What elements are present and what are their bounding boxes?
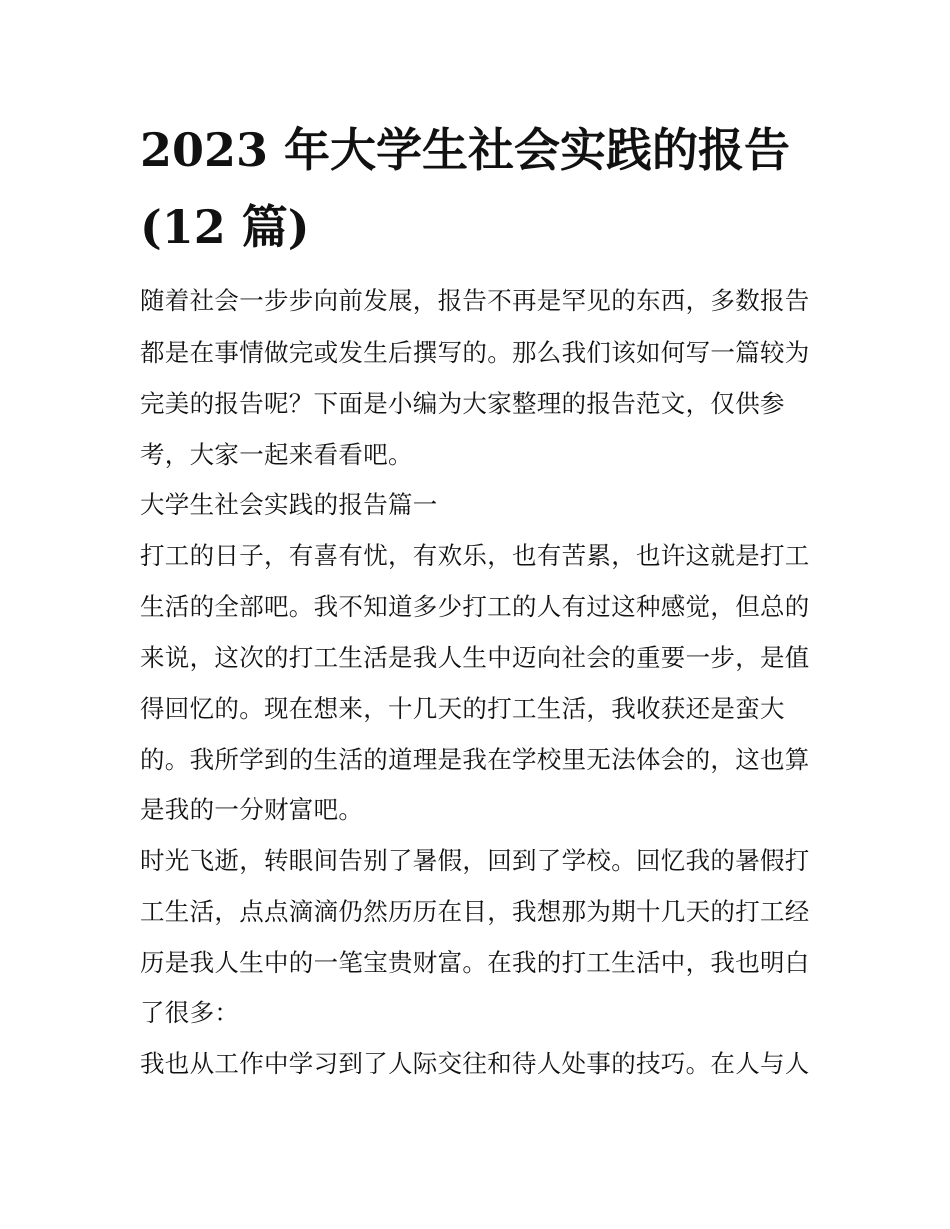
paragraph-2-line-3: 历是我人生中的一笔宝贵财富。在我的打工生活中，我也明白 [140,948,810,977]
paragraph-2-line-4: 了很多： [140,998,240,1027]
paragraph-2-line-2: 工生活，点点滴滴仍然历历在目，我想那为期十几天的打工经 [140,897,810,926]
paragraph-1-line-6: 是我的一分财富吧。 [140,795,364,824]
paragraph-3-line-1: 我也从工作中学习到了人际交往和待人处事的技巧。在人与人 [140,1049,810,1078]
document-title [140,112,820,266]
intro-line-4: 考，大家一起来看看吧。 [140,440,413,469]
paragraph-1-line-1: 打工的日子，有喜有忧，有欢乐，也有苦累，也许这就是打工 [140,541,810,570]
intro-line-1: 随着社会一步步向前发展，报告不再是罕见的东西，多数报告 [140,286,810,315]
title-line-1: 2023 年大学生社会实践的报告 [140,123,791,177]
intro-line-3: 完美的报告呢？下面是小编为大家整理的报告范文，仅供参 [140,389,785,418]
paragraph-2-line-1: 时光飞逝，转眼间告别了暑假，回到了学校。回忆我的暑假打 [140,846,810,875]
paragraph-1-line-2: 生活的全部吧。我不知道多少打工的人有过这种感觉，但总的 [140,592,810,621]
paragraph-1-line-4: 得回忆的。现在想来，十几天的打工生活，我收获还是蛮大 [140,694,785,723]
title-line-2: (12 篇) [140,200,310,254]
paragraph-1-line-3: 来说，这次的打工生活是我人生中迈向社会的重要一步，是值 [140,643,810,672]
paragraph-1-line-5: 的。我所学到的生活的道理是我在学校里无法体会的，这也算 [140,745,810,774]
section-heading: 大学生社会实践的报告篇一 [140,490,438,519]
intro-line-2: 都是在事情做完或发生后撰写的。那么我们该如何写一篇较为 [140,338,810,367]
